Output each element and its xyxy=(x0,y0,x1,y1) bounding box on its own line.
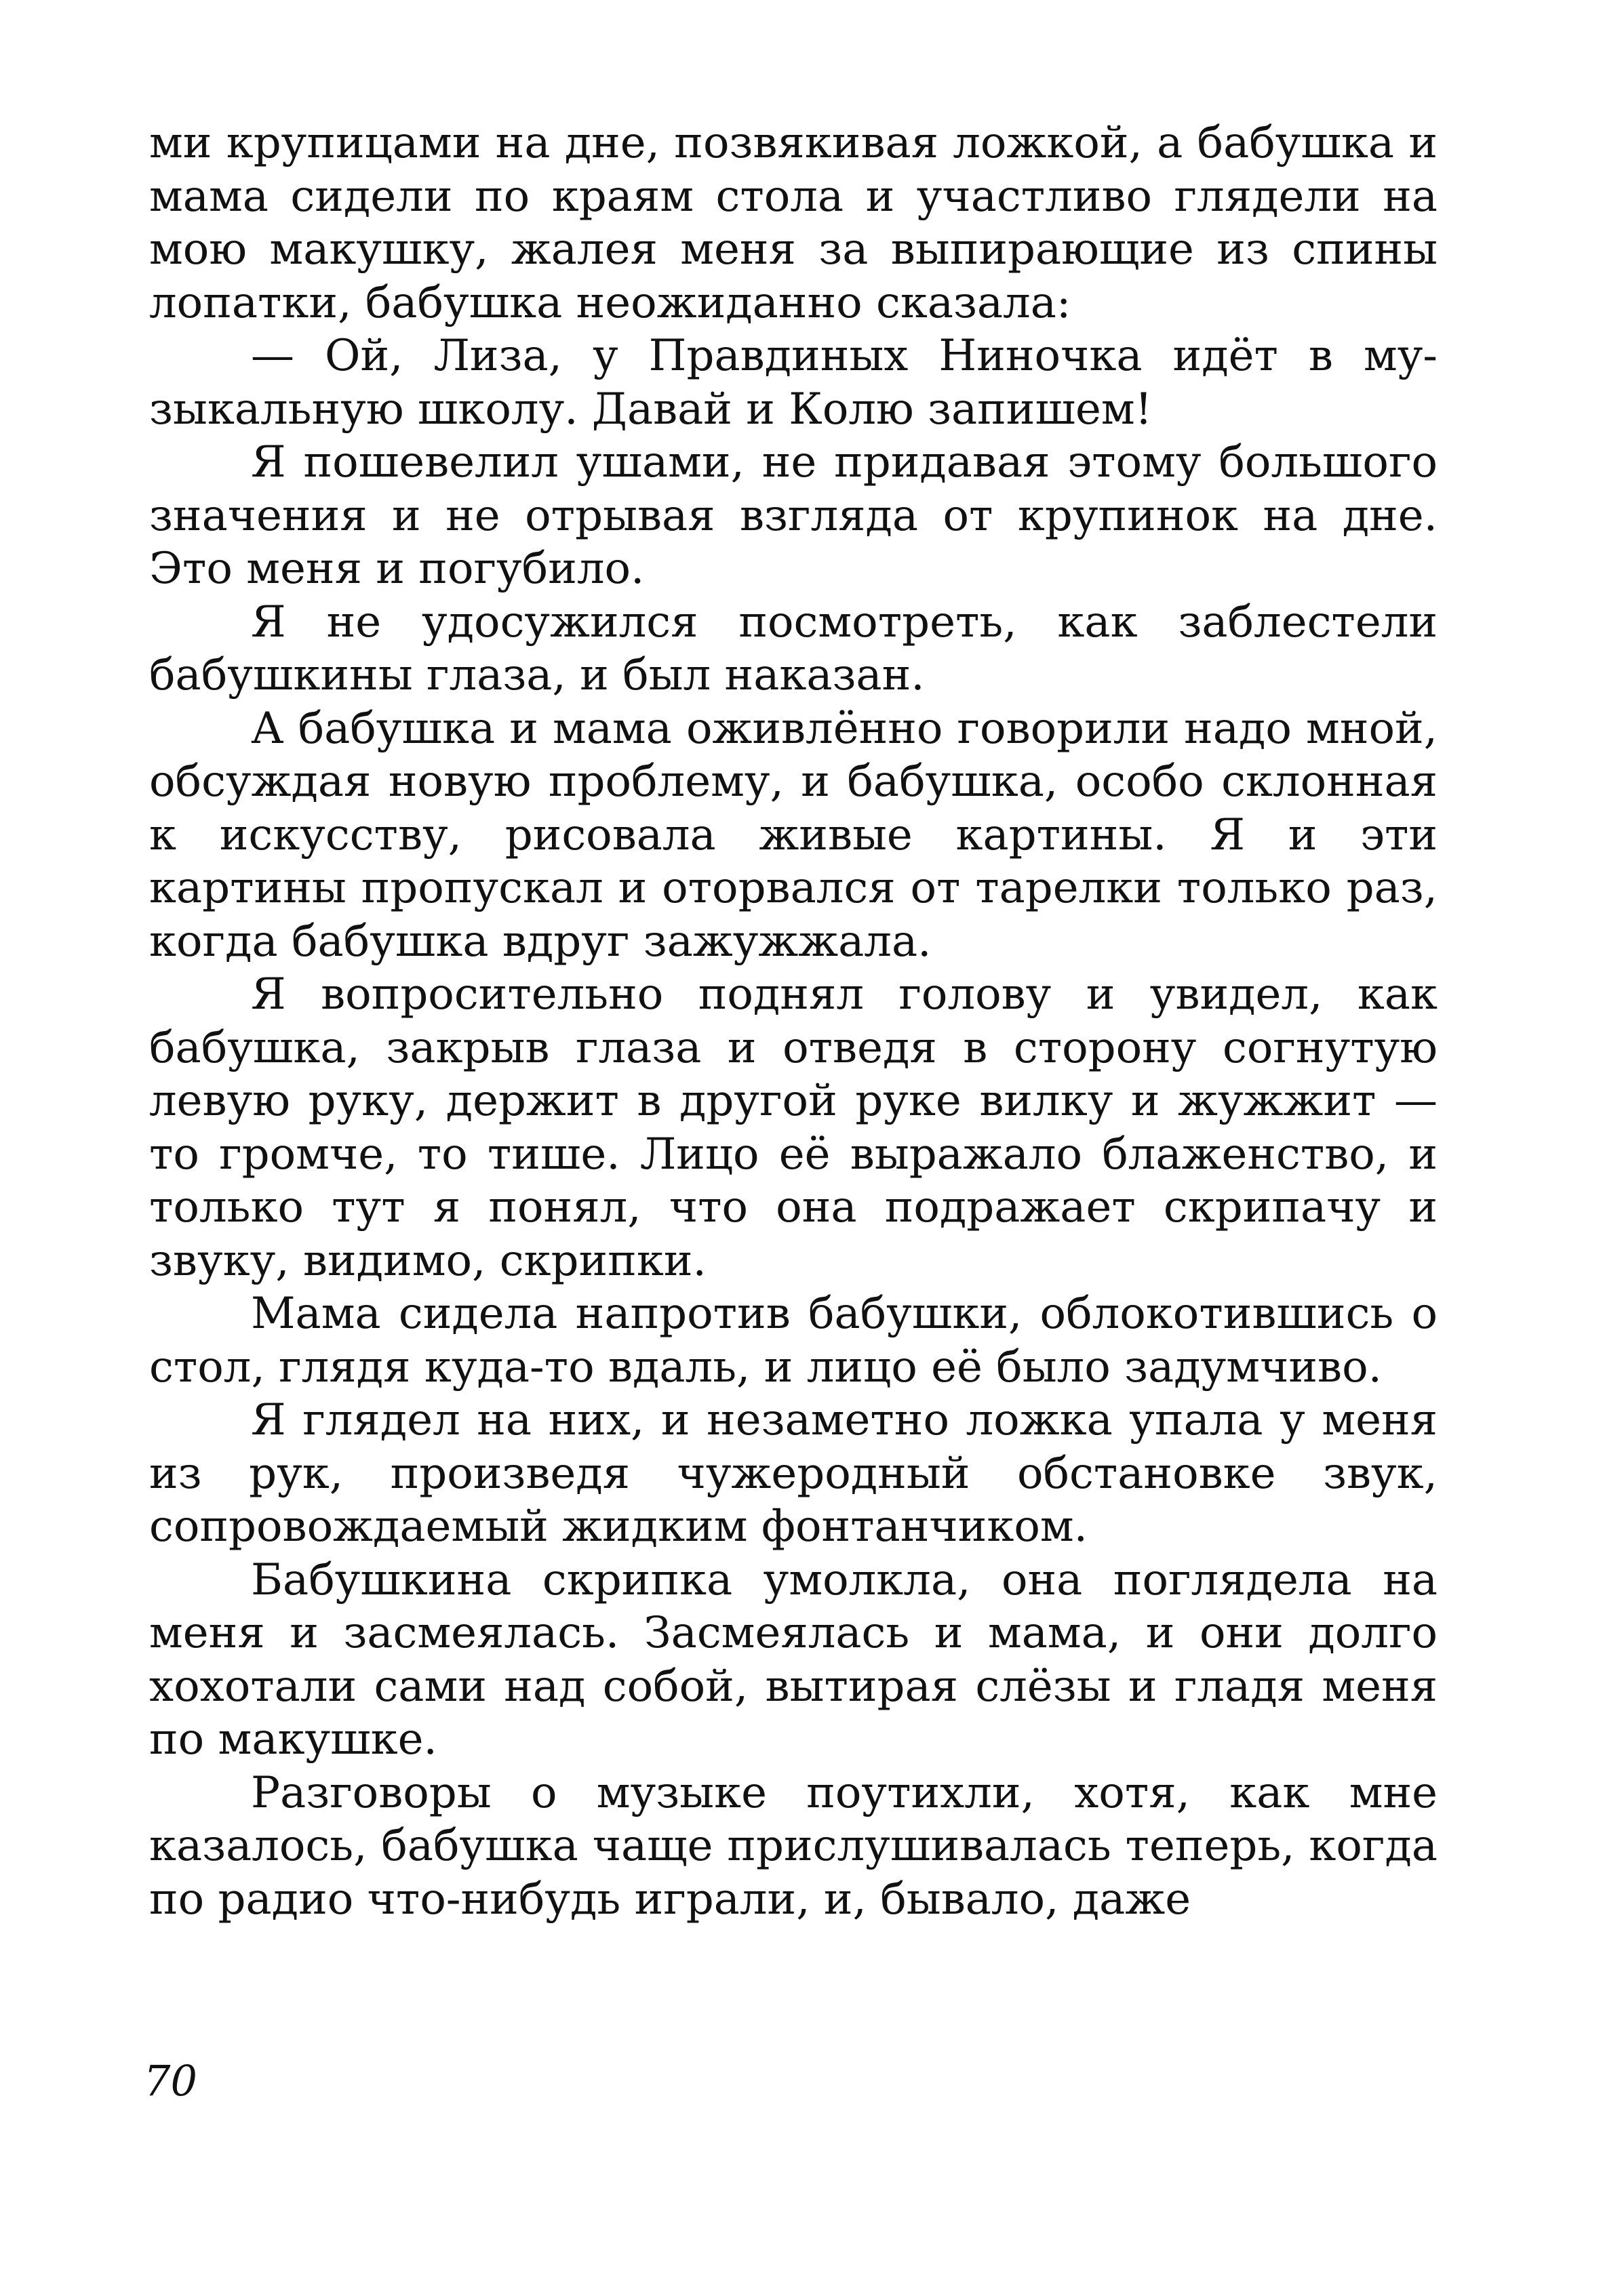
paragraph: Я глядел на них, и незаметно ложка упала у меня из рук, произведя чужеродный обстановке звук, сопровождаемый жидким фонтанчиком. xyxy=(149,1395,1438,1552)
paragraph: Мама сидела напротив бабушки, облокотившись о стол, глядя куда-то вдаль, и лицо её было задумчиво. xyxy=(149,1289,1438,1392)
page-number: 70 xyxy=(144,2056,197,2106)
paragraph: Бабушкина скрипка умолкла, она поглядела на меня и засмеялась. Засмеялась и мама, и они долго хохотали сами над собой, вытирая слёзы и гладя меня по макушке. xyxy=(149,1554,1438,1765)
paragraph: — Ой, Лиза, у Правдиных Ниночка идёт в музыкальную школу. Давай и Колю запишем! xyxy=(149,331,1438,435)
paragraph: Я пошевелил ушами, не придавая этому большого значения и не отрывая взгляда от крупинок на дне. Это меня и погубило. xyxy=(149,437,1438,594)
body-text xyxy=(149,117,1438,1926)
paragraph: Я вопросительно поднял голову и увидел, как бабушка, закрыв глаза и отведя в сторону согнутую левую руку, держит в другой руке вилку и жужжит — то громче, то тише. Лицо её выражало блаженство, и только тут я понял, что она подражает скрипачу и звуку, видимо, скрипки. xyxy=(149,969,1438,1286)
paragraph: ми крупицами на дне, позвякивая ложкой, а бабушка и мама сидели по краям стола и участливо глядели на мою макушку, жалея меня за выпирающие из спины лопатки, бабушка неожиданно сказала: xyxy=(149,118,1438,328)
paragraph: А бабушка и мама оживлённо говорили надо мной, обсуждая новую проблему, и бабушка, особо склонная к искусству, рисовала живые картины. Я и эти картины пропускал и оторвался от тарелки только раз, когда бабушка вдруг зажужжала. xyxy=(149,703,1438,967)
paragraph: Я не удосужился посмотреть, как заблестели бабушкины глаза, и был наказан. xyxy=(149,597,1438,700)
paragraph: Разговоры о музыке поутихли, хотя, как мне казалось, бабушка чаще прислушивалась теперь, когда по радио что-нибудь играли, и, бывало, даже xyxy=(149,1767,1438,1925)
